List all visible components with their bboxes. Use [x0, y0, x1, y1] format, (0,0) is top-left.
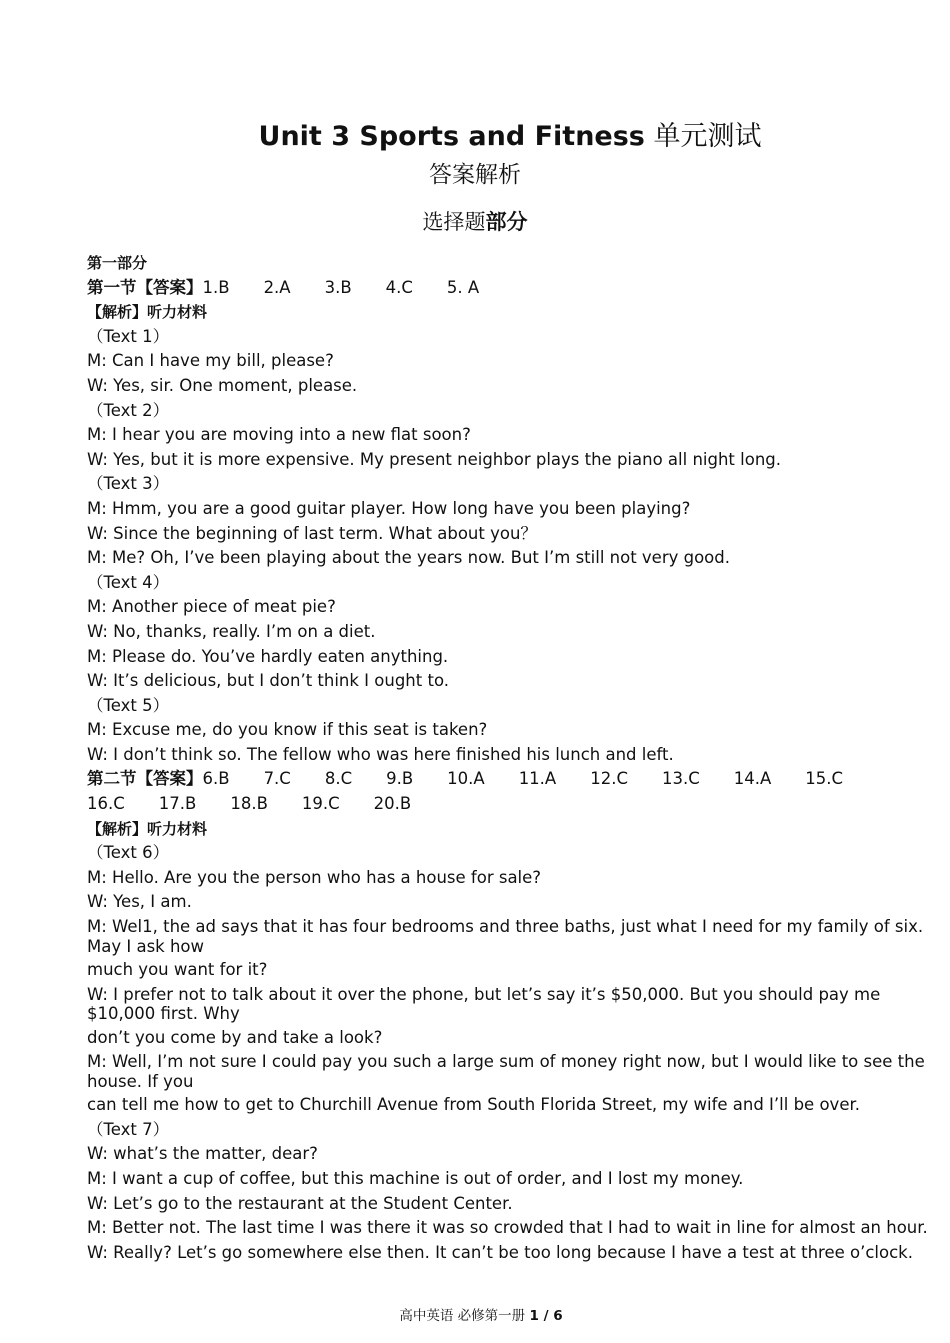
dialogue-line: W: Yes, I am. — [87, 892, 192, 912]
answer: 1.B — [202, 277, 230, 297]
dialogue-line: M: Please do. You’ve hardly eaten anything. — [87, 646, 449, 666]
dialogue-line: M: Hmm, you are a good guitar player. How long have you been playing? — [87, 498, 691, 518]
document-title — [0, 114, 950, 153]
dialogue-line: M: I want a cup of coffee, but this machine is out of order, and I lost my money. — [87, 1169, 744, 1188]
dialogue-line-continued: don’t you come by and take a look? — [87, 1027, 383, 1047]
section-title — [0, 206, 950, 236]
dialogue-line: W: Really? Let’s go somewhere else then. It can’t be too long because I have a test at three o’clock. — [87, 1242, 913, 1262]
text-label: （Text 6） — [87, 843, 170, 863]
section1-label: 第一节【答案】 — [87, 277, 203, 297]
answer: 11.A — [518, 769, 557, 789]
dialogue-line: M: Wel1, the ad says that it has four bedrooms and three baths, just what I need for my family of six. May I ask how — [87, 917, 924, 956]
text-3 — [87, 472, 942, 570]
text-2 — [87, 399, 942, 473]
dialogue-line: W: Yes, sir. One moment, please. — [87, 375, 358, 395]
analysis-label: 【解析】听力材料 — [87, 303, 208, 322]
text-label: （Text 3） — [87, 474, 170, 494]
dialogue-line: M: Excuse me, do you know if this seat is taken? — [87, 720, 488, 740]
dialogue-line: W: Yes, but it is more expensive. My present neighbor plays the piano all night long. — [87, 449, 781, 469]
dialogue-line: W: I prefer not to talk about it over the phone, but let’s say it’s $50,000. But you should pay me $10,000 first. Why — [87, 984, 881, 1024]
page-number: 1 / 6 — [529, 1308, 563, 1324]
answer: 20.B — [373, 794, 412, 814]
dialogue-line: W: No, thanks, really. I’m on a diet. — [87, 621, 376, 641]
answer: 2.A — [263, 277, 291, 297]
dialogue-line: M: Can I have my bill, please? — [87, 351, 334, 371]
text-label: （Text 2） — [87, 400, 170, 420]
part-heading: 第一部分 — [87, 254, 148, 272]
dialogue-line: W: what’s the matter, dear? — [87, 1144, 318, 1164]
text-label: （Text 5） — [87, 695, 170, 715]
section2-answers-row2 — [87, 792, 942, 817]
answer: 19.C — [301, 794, 340, 814]
section2-answers-row1 — [87, 767, 942, 792]
title-chinese: 单元测试 — [653, 121, 762, 152]
answer: 5. A — [446, 277, 480, 297]
answer: 3.B — [324, 277, 352, 297]
document-subtitle: 答案解析 — [429, 162, 521, 188]
text-1 — [87, 325, 942, 399]
answer: 16.C — [87, 794, 125, 814]
dialogue-line: M: Hello. Are you the person who has a house for sale? — [87, 867, 542, 887]
document-body — [87, 251, 942, 1265]
dialogue-line-continued: much you want for it? — [87, 960, 268, 980]
page-footer — [0, 1304, 950, 1324]
dialogue-line: M: Better not. The last time I was there it was so crowded that I had to wait in line for almost an hour. — [87, 1218, 928, 1238]
dialogue-line: W: I don’t think so. The fellow who was here finished his lunch and left. — [87, 744, 674, 764]
answer: 17.B — [158, 794, 197, 814]
dialogue-line: M: I hear you are moving into a new flat soon? — [87, 425, 471, 445]
title-english: Unit 3 Sports and Fitness — [258, 121, 645, 152]
dialogue-line: M: Me? Oh, I’ve been playing about the years now. But I’m still not very good. — [87, 548, 731, 568]
text-label: （Text 4） — [87, 572, 170, 592]
answer: 9.B — [386, 769, 414, 789]
text-4 — [87, 571, 942, 694]
answer: 8.C — [324, 769, 353, 789]
footer-course: 高中英语 必修第一册 — [399, 1308, 526, 1324]
dialogue-line: W: It’s delicious, but I don’t think I ought to. — [87, 671, 450, 691]
section-title-suffix: 部分 — [485, 210, 528, 234]
text-label: （Text 1） — [87, 326, 170, 346]
dialogue-line: W: Let’s go to the restaurant at the Student Center. — [87, 1193, 513, 1213]
text-6 — [87, 841, 942, 1118]
answer: 15.C — [805, 769, 844, 789]
section2-label: 第二节【答案】 — [87, 769, 203, 789]
dialogue-line: M: Well, I’m not sure I could pay you such a large sum of money right now, but I would like to see the house. If you — [87, 1052, 925, 1091]
answer: 18.B — [230, 794, 268, 814]
dialogue-line-continued: can tell me how to get to Churchill Avenue from South Florida Street, my wife and I’ll be over. — [87, 1095, 860, 1115]
dialogue-line: M: Another piece of meat pie? — [87, 597, 336, 617]
answer: 13.C — [661, 769, 700, 789]
answer: 12.C — [590, 769, 628, 789]
text-label: （Text 7） — [87, 1119, 170, 1139]
answer: 7.C — [263, 769, 291, 789]
answer: 10.A — [447, 769, 485, 789]
answer: 14.A — [733, 769, 772, 789]
section-title-prefix: 选择题 — [422, 210, 486, 234]
dialogue-line: W: Since the beginning of last term. What about you？ — [87, 523, 537, 543]
analysis-label: 【解析】听力材料 — [87, 819, 208, 838]
answer: 6.B — [202, 769, 230, 789]
answer: 4.C — [385, 277, 413, 297]
text-5 — [87, 694, 942, 768]
section1-answers — [87, 276, 942, 301]
text-7 — [87, 1118, 942, 1266]
